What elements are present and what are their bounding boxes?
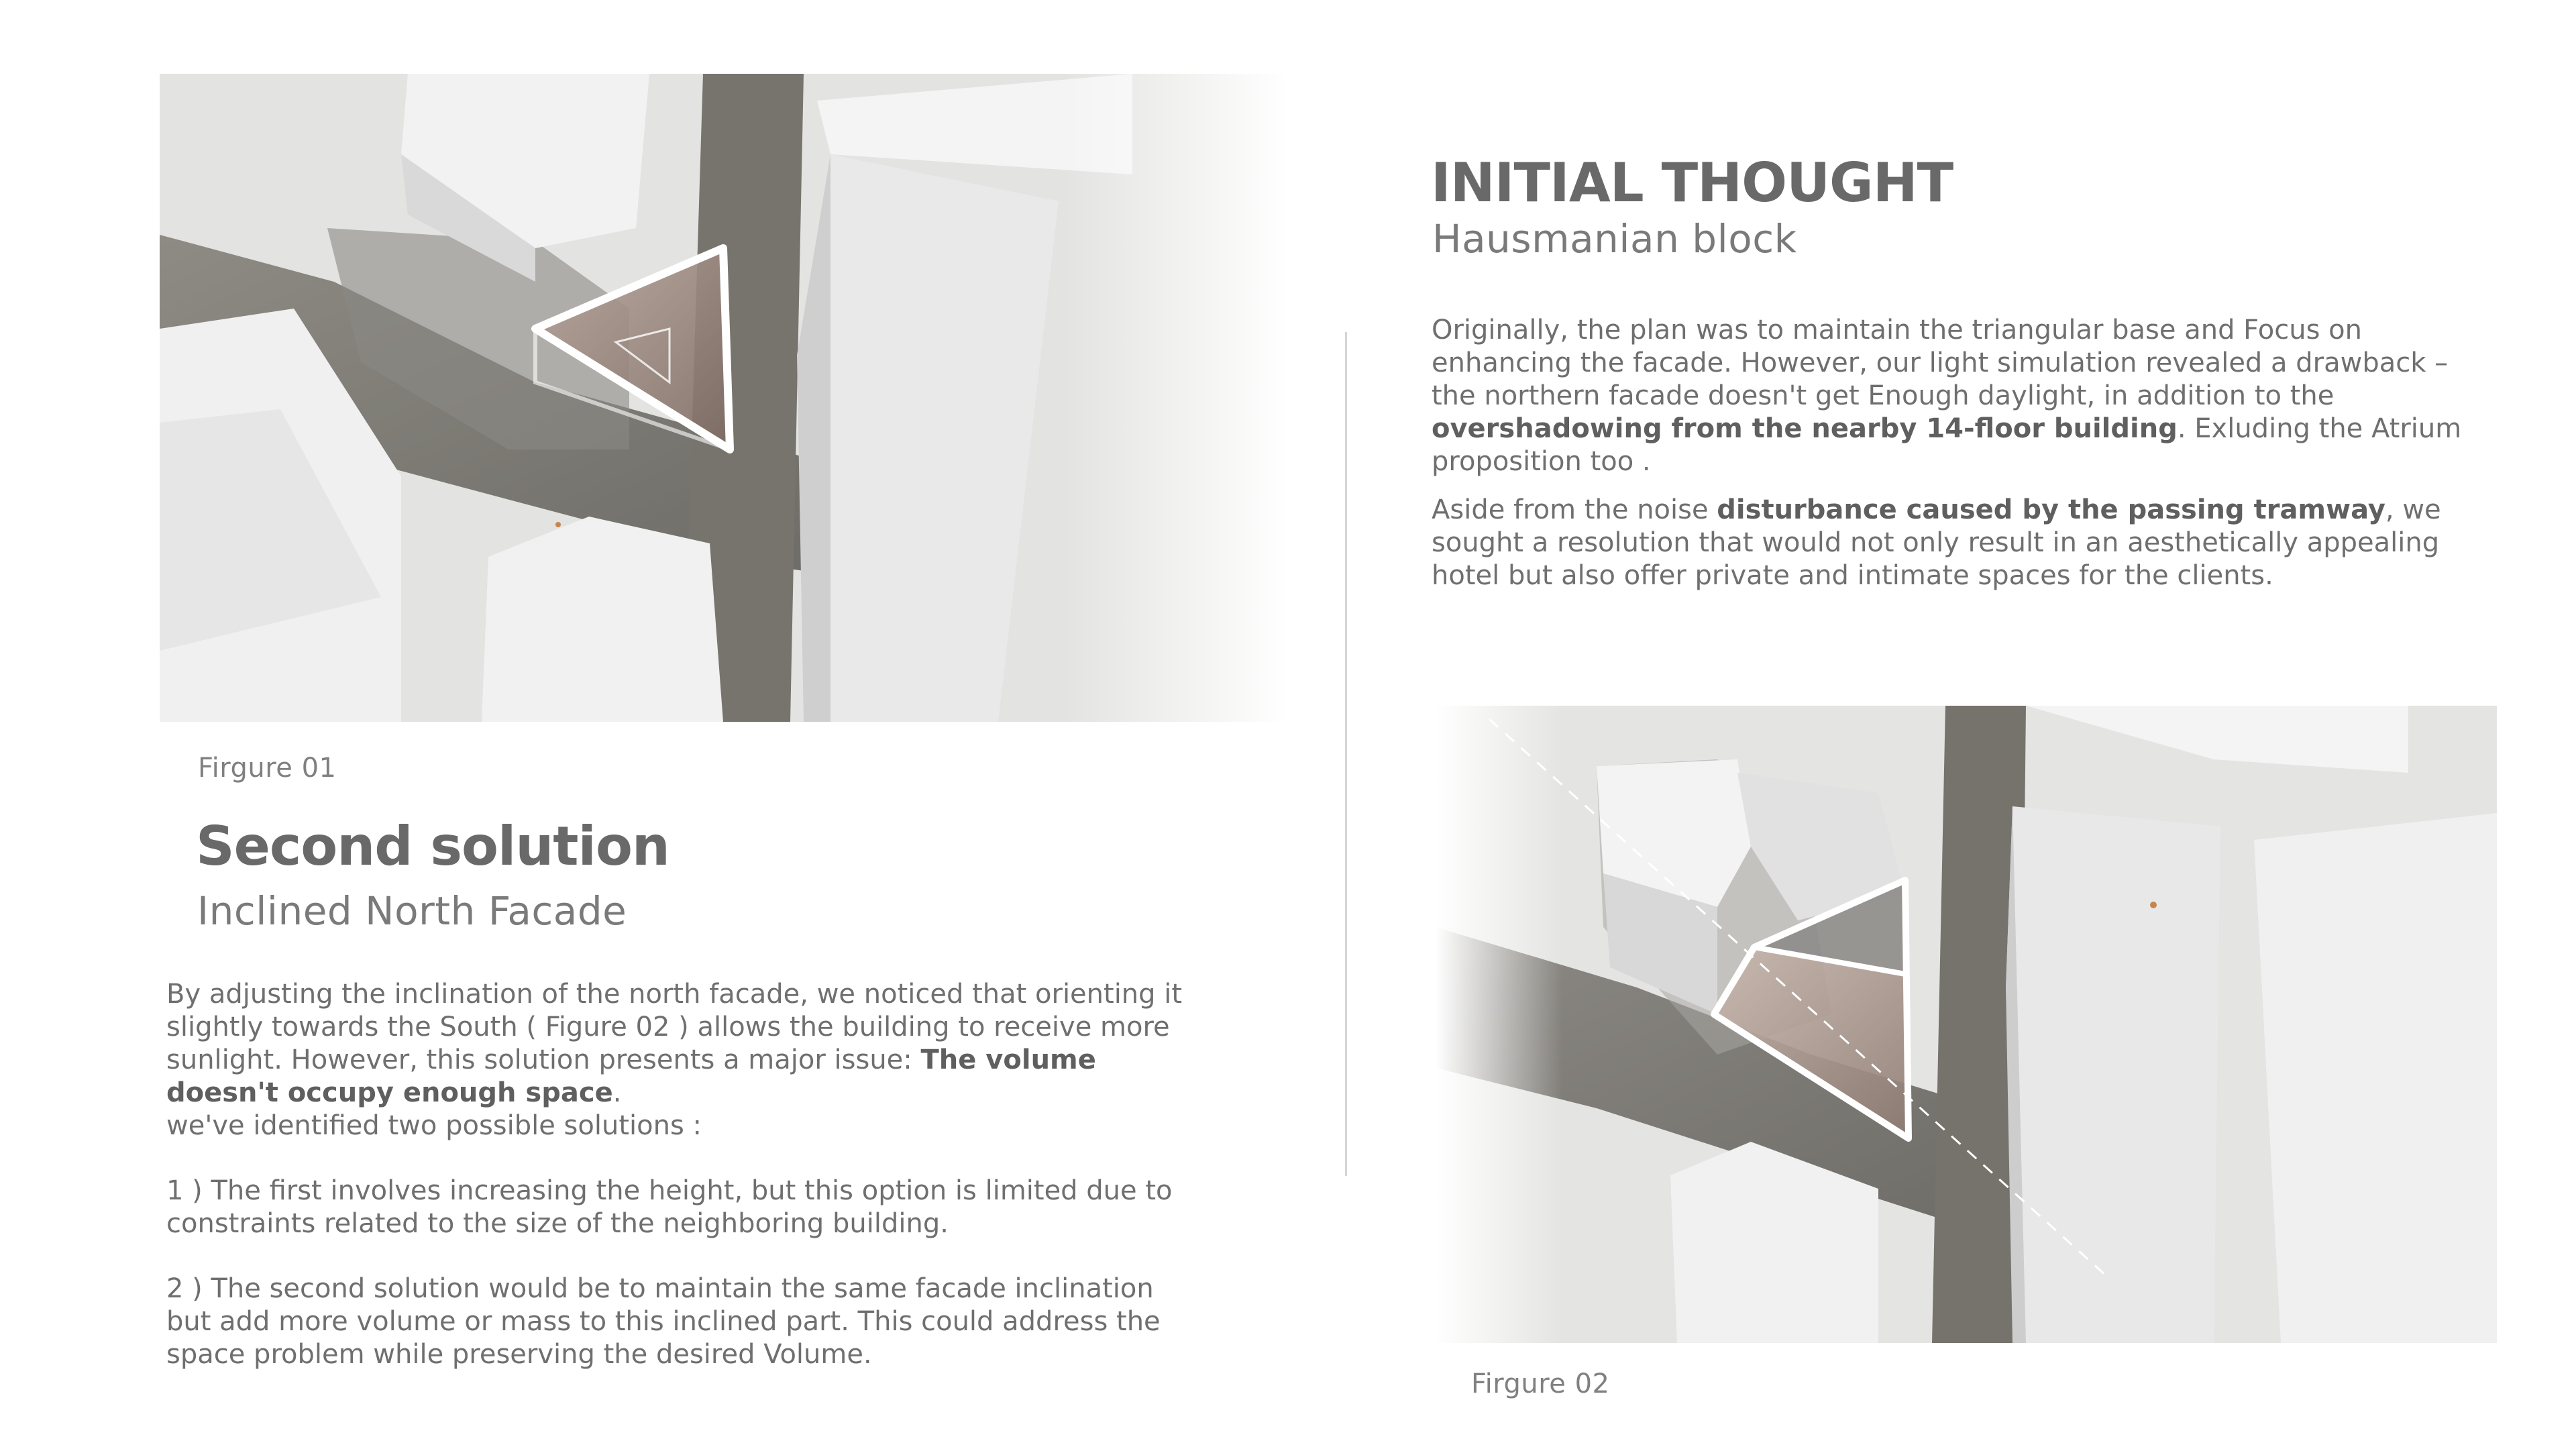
second-para1-bold: The volume doesn't occupy enough space [166,1044,1096,1108]
initial-thought-subtitle: Hausmanian block [1432,216,1797,262]
figure-01-image [160,74,1288,722]
second-solution-paragraph-3: 2 ) The second solution would be to maintain the same facade inclination but add more volume or mass to this inclined part. This could address the space problem while preserving the desired Volume. [166,1273,1161,1370]
figure-02-image [1436,706,2497,1343]
initial-para2-text-a: Aside from the noise [1432,494,1717,525]
figure-02-site-render [1436,706,2497,1343]
second-solution-paragraph-2: 1 ) The first involves increasing the height, but this option is limited due to constraints related to the size of the neighboring building. [166,1175,1173,1239]
initial-para1-text-b: . Exluding the Atrium proposition too . [1432,413,2462,477]
figure-01-caption: Firgure 01 [198,753,337,784]
initial-para2-bold: disturbance caused by the passing tramway [1717,494,2385,525]
initial-para1-text-a: Originally, the plan was to maintain the triangular base and Focus on enhancing the facade. However, our light simulation revealed a drawback – the northern facade doesn't get Enough daylight, in addition to the [1432,315,2449,411]
initial-para1-bold: overshadowing from the nearby 14-floor building [1432,413,2178,444]
second-solution-title: Second solution [196,815,669,877]
initial-thought-paragraph-1 [1432,314,2478,478]
second-para1-text-a: By adjusting the inclination of the north facade, we noticed that orienting it slightly towards the South ( Figure 02 ) allows the building to receive more sunlight. However, this solution presents a major issue: [166,979,1183,1075]
second-solution-paragraph-1 [166,978,1186,1142]
initial-thought-paragraph-2 [1432,494,2478,592]
figure-01-site-render [160,74,1288,722]
initial-para2-text-b: , we sought a resolution that would not only result in an aesthetically appealing hotel but also offer private and intimate spaces for the clients. [1432,494,2441,591]
figure-02-caption: Firgure 02 [1471,1368,1610,1399]
second-para1-text-b: . [612,1077,622,1108]
initial-thought-title: INITIAL THOUGHT [1431,152,1953,214]
second-para1-text-c: we've identified two possible solutions : [166,1110,702,1141]
column-divider [1345,332,1347,1176]
second-solution-subtitle: Inclined North Facade [197,888,627,934]
